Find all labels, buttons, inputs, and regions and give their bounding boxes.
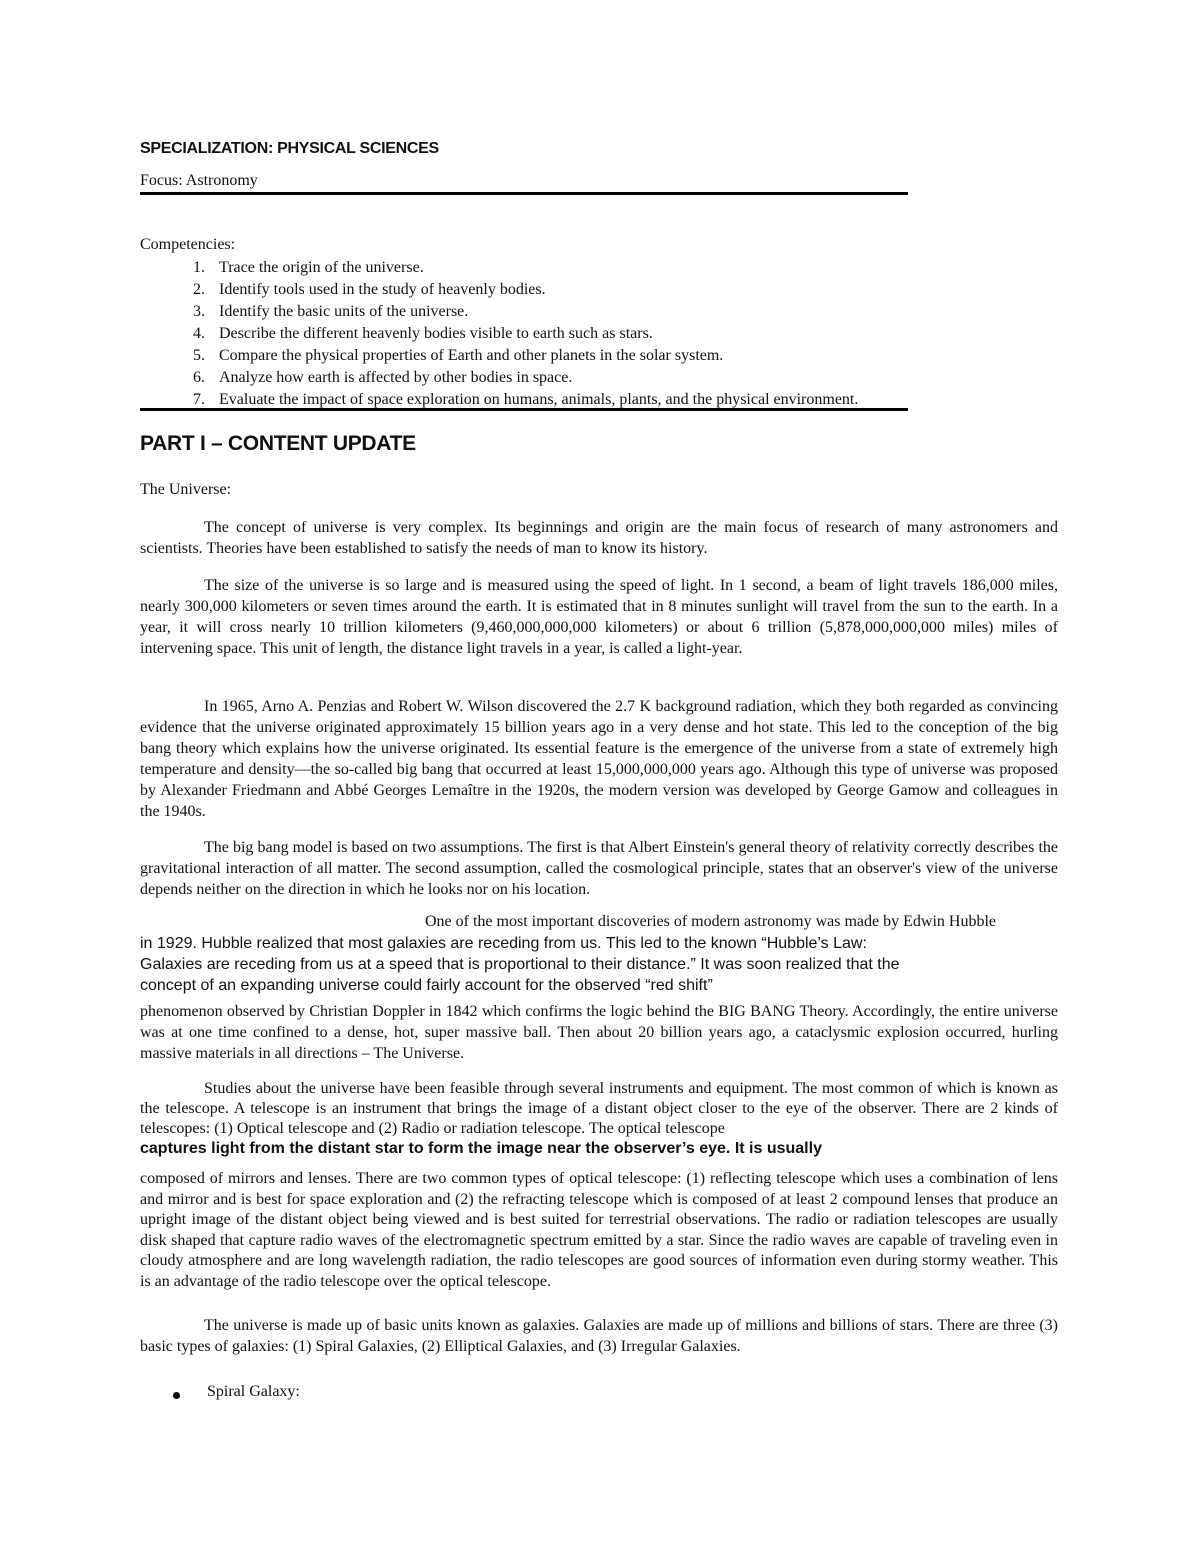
list-text: Evaluate the impact of space exploration on humans, animals, plants, and the physical environment. xyxy=(219,391,859,408)
paragraph: phenomenon observed by Christian Doppler in 1842 which confirms the logic behind the BIG BANG Theory. Accordingly, the entire universe was at one time confined to a dense, hot, super massive ball. Then about 20 billion years ago, a cataclysmic explosion occurred, hurling massive materials in all directions – The Universe. xyxy=(140,1003,1058,1062)
competencies-label: Competencies: xyxy=(140,236,236,253)
list-item xyxy=(140,257,920,279)
bullet-item xyxy=(173,1383,300,1401)
list-number: 6. xyxy=(193,369,205,386)
paragraph-bold: captures light from the distant star to form the image near the observer’s eye. It is usually xyxy=(140,1140,822,1157)
list-text: Analyze how earth is affected by other bodies in space. xyxy=(219,369,573,386)
list-text: Identify tools used in the study of heavenly bodies. xyxy=(219,281,546,298)
list-number: 1. xyxy=(193,259,205,276)
list-number: 2. xyxy=(193,281,205,298)
paragraph: Studies about the universe have been feasible through several instruments and equipment. The most common of which is known as the telescope. A telescope is an instrument that brings the image of a distant object closer to the eye of the observer. There are 2 kinds of telescopes: (1) Optical telescope and (2) Radio or radiation telescope. The optical telescope xyxy=(140,1080,1058,1137)
paragraph: The big bang model is based on two assumptions. The first is that Albert Einstein's general theory of relativity correctly describes the gravitational interaction of all matter. The second assumption, called the cosmological principle, states that an observer's view of the universe depends neither on the direction in which he looks nor on his location. xyxy=(140,839,1058,898)
list-item xyxy=(140,345,920,367)
paragraph: The concept of universe is very complex. Its beginnings and origin are the main focus of research of many astronomers and scientists. Theories have been established to satisfy the needs of man to know its history. xyxy=(140,519,1058,557)
list-text: Trace the origin of the universe. xyxy=(219,259,424,276)
list-item xyxy=(140,279,920,301)
specialization-title: SPECIALIZATION: PHYSICAL SCIENCES xyxy=(140,140,439,157)
list-item xyxy=(140,323,920,345)
paragraph: In 1965, Arno A. Penzias and Robert W. Wilson discovered the 2.7 K background radiation, which they both regarded as convincing evidence that the universe originated approximately 15 billion years ago in a very dense and hot state. This led to the conception of the big bang theory which explains how the universe originated. Its essential feature is the emergence of the universe from a state of extremely high temperature and density—the so-called big bang that occurred at least 15,000,000,000 years ago. Although this type of universe was proposed by Alexander Friedmann and Abbé Georges Lemaître in the 1920s, the modern version was developed by George Gamow and colleagues in the 1940s. xyxy=(140,698,1058,820)
focus-line: Focus: Astronomy xyxy=(140,172,258,189)
list-number: 7. xyxy=(193,391,205,408)
list-text: Compare the physical properties of Earth and other planets in the solar system. xyxy=(219,347,724,364)
list-text: Identify the basic units of the universe. xyxy=(219,303,469,320)
section-heading: The Universe: xyxy=(140,481,232,498)
bullet-text: Spiral Galaxy: xyxy=(207,1383,300,1400)
paragraph-sans: in 1929. Hubble realized that most galaxies are receding from us. This led to the known “Hubble’s Law: Galaxies are receding from us at a speed that is proportional to their distance.” It was soon realized that the concept of an expanding universe could fairly account for the observed “red shift” xyxy=(140,935,900,994)
paragraph-lead: One of the most important discoveries of modern astronomy was made by Edwin Hubble xyxy=(425,913,996,930)
bullet-icon xyxy=(173,1392,180,1399)
list-text: Describe the different heavenly bodies visible to earth such as stars. xyxy=(219,325,653,342)
list-item xyxy=(140,367,920,389)
list-item xyxy=(140,301,920,323)
competencies-divider xyxy=(140,408,908,411)
competencies-list xyxy=(140,257,920,411)
paragraph: The universe is made up of basic units known as galaxies. Galaxies are made up of millions and billions of stars. There are three (3) basic types of galaxies: (1) Spiral Galaxies, (2) Elliptical Galaxies, and (3) Irregular Galaxies. xyxy=(140,1317,1058,1355)
list-number: 4. xyxy=(193,325,205,342)
list-number: 5. xyxy=(193,347,205,364)
paragraph: The size of the universe is so large and is measured using the speed of light. In 1 second, a beam of light travels 186,000 miles, nearly 300,000 kilometers or seven times around the earth. It is estimated that in 8 minutes sunlight will travel from the sun to the earth. In a year, it will cross nearly 10 trillion kilometers (9,460,000,000,000 kilometers) or about 6 trillion (5,878,000,000,000 miles) miles of intervening space. This unit of length, the distance light travels in a year, is called a light-year. xyxy=(140,577,1058,657)
header-divider xyxy=(140,192,908,195)
part-title: PART I – CONTENT UPDATE xyxy=(140,432,416,455)
paragraph: composed of mirrors and lenses. There are two common types of optical telescope: (1) reflecting telescope which uses a combination of lens and mirror and is best for space exploration and (2) the refracting telescope which is composed of at least 2 compound lenses that produce an upright image of the distant object being viewed and is best suited for terrestrial observations. The radio or radiation telescopes are usually disk shaped that capture radio waves of the electromagnetic spectrum emitted by a star. Since the radio waves are capable of traveling even in cloudy atmosphere and are long wavelength radiation, the radio telescopes are good sources of information even during stormy weather. This is an advantage of the radio telescope over the optical telescope. xyxy=(140,1170,1058,1290)
list-number: 3. xyxy=(193,303,205,320)
